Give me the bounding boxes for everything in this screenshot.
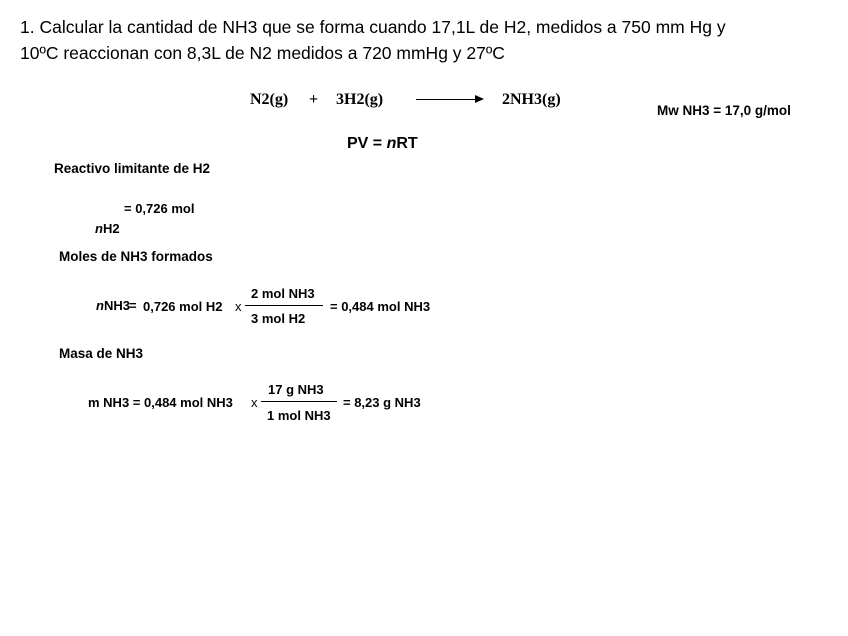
gas-law-pv: PV = (347, 135, 387, 152)
moles-var-sub: NH3 (103, 298, 130, 313)
moles-fraction-bar (245, 305, 323, 306)
right-arrow-icon (416, 99, 482, 100)
limiting-result: = 0,726 mol (124, 201, 195, 216)
mass-lhs: m NH3 = 0,484 mol NH3 (88, 395, 233, 410)
mass-fraction-bar (261, 401, 337, 402)
product-nh3: 2NH3(g) (502, 91, 561, 108)
mass-result: = 8,23 g NH3 (343, 395, 421, 410)
mass-times: x (251, 395, 258, 410)
gas-law-equation (347, 135, 418, 153)
gas-law-n: n (386, 135, 397, 152)
limiting-var-n: n (95, 221, 103, 236)
gas-law-rt: RT (396, 135, 418, 152)
reactant-h2: 3H2(g) (336, 91, 384, 108)
limiting-var-sub: H2 (102, 221, 120, 236)
moles-result: = 0,484 mol NH3 (330, 299, 431, 314)
moles-equals: = (129, 298, 137, 313)
limiting-variable (95, 221, 120, 236)
plus-sign: + (309, 91, 319, 108)
moles-fraction-denominator: 3 mol H2 (251, 311, 306, 326)
limiting-reagent-heading: Reactivo limitante de H2 (54, 161, 211, 176)
moles-nh3-heading: Moles de NH3 formados (59, 249, 213, 264)
reactant-n2: N2(g) (250, 91, 289, 108)
problem-line-2: 10ºC reaccionan con 8,3L de N2 medidos a 720 mmHg y 27ºC (20, 43, 505, 63)
problem-statement (20, 14, 726, 66)
moles-lhs: 0,726 mol H2 (143, 299, 223, 314)
moles-times: x (235, 299, 242, 314)
moles-var-n: n (96, 298, 104, 313)
mass-nh3-heading: Masa de NH3 (59, 346, 144, 361)
moles-variable (96, 298, 130, 313)
mass-fraction-denominator: 1 mol NH3 (267, 408, 331, 423)
moles-fraction-numerator: 2 mol NH3 (251, 286, 315, 301)
molar-mass-note: Mw NH3 = 17,0 g/mol (657, 103, 791, 118)
mass-fraction-numerator: 17 g NH3 (268, 382, 324, 397)
problem-line-1: 1. Calcular la cantidad de NH3 que se forma cuando 17,1L de H2, medidos a 750 mm Hg y (20, 17, 726, 37)
